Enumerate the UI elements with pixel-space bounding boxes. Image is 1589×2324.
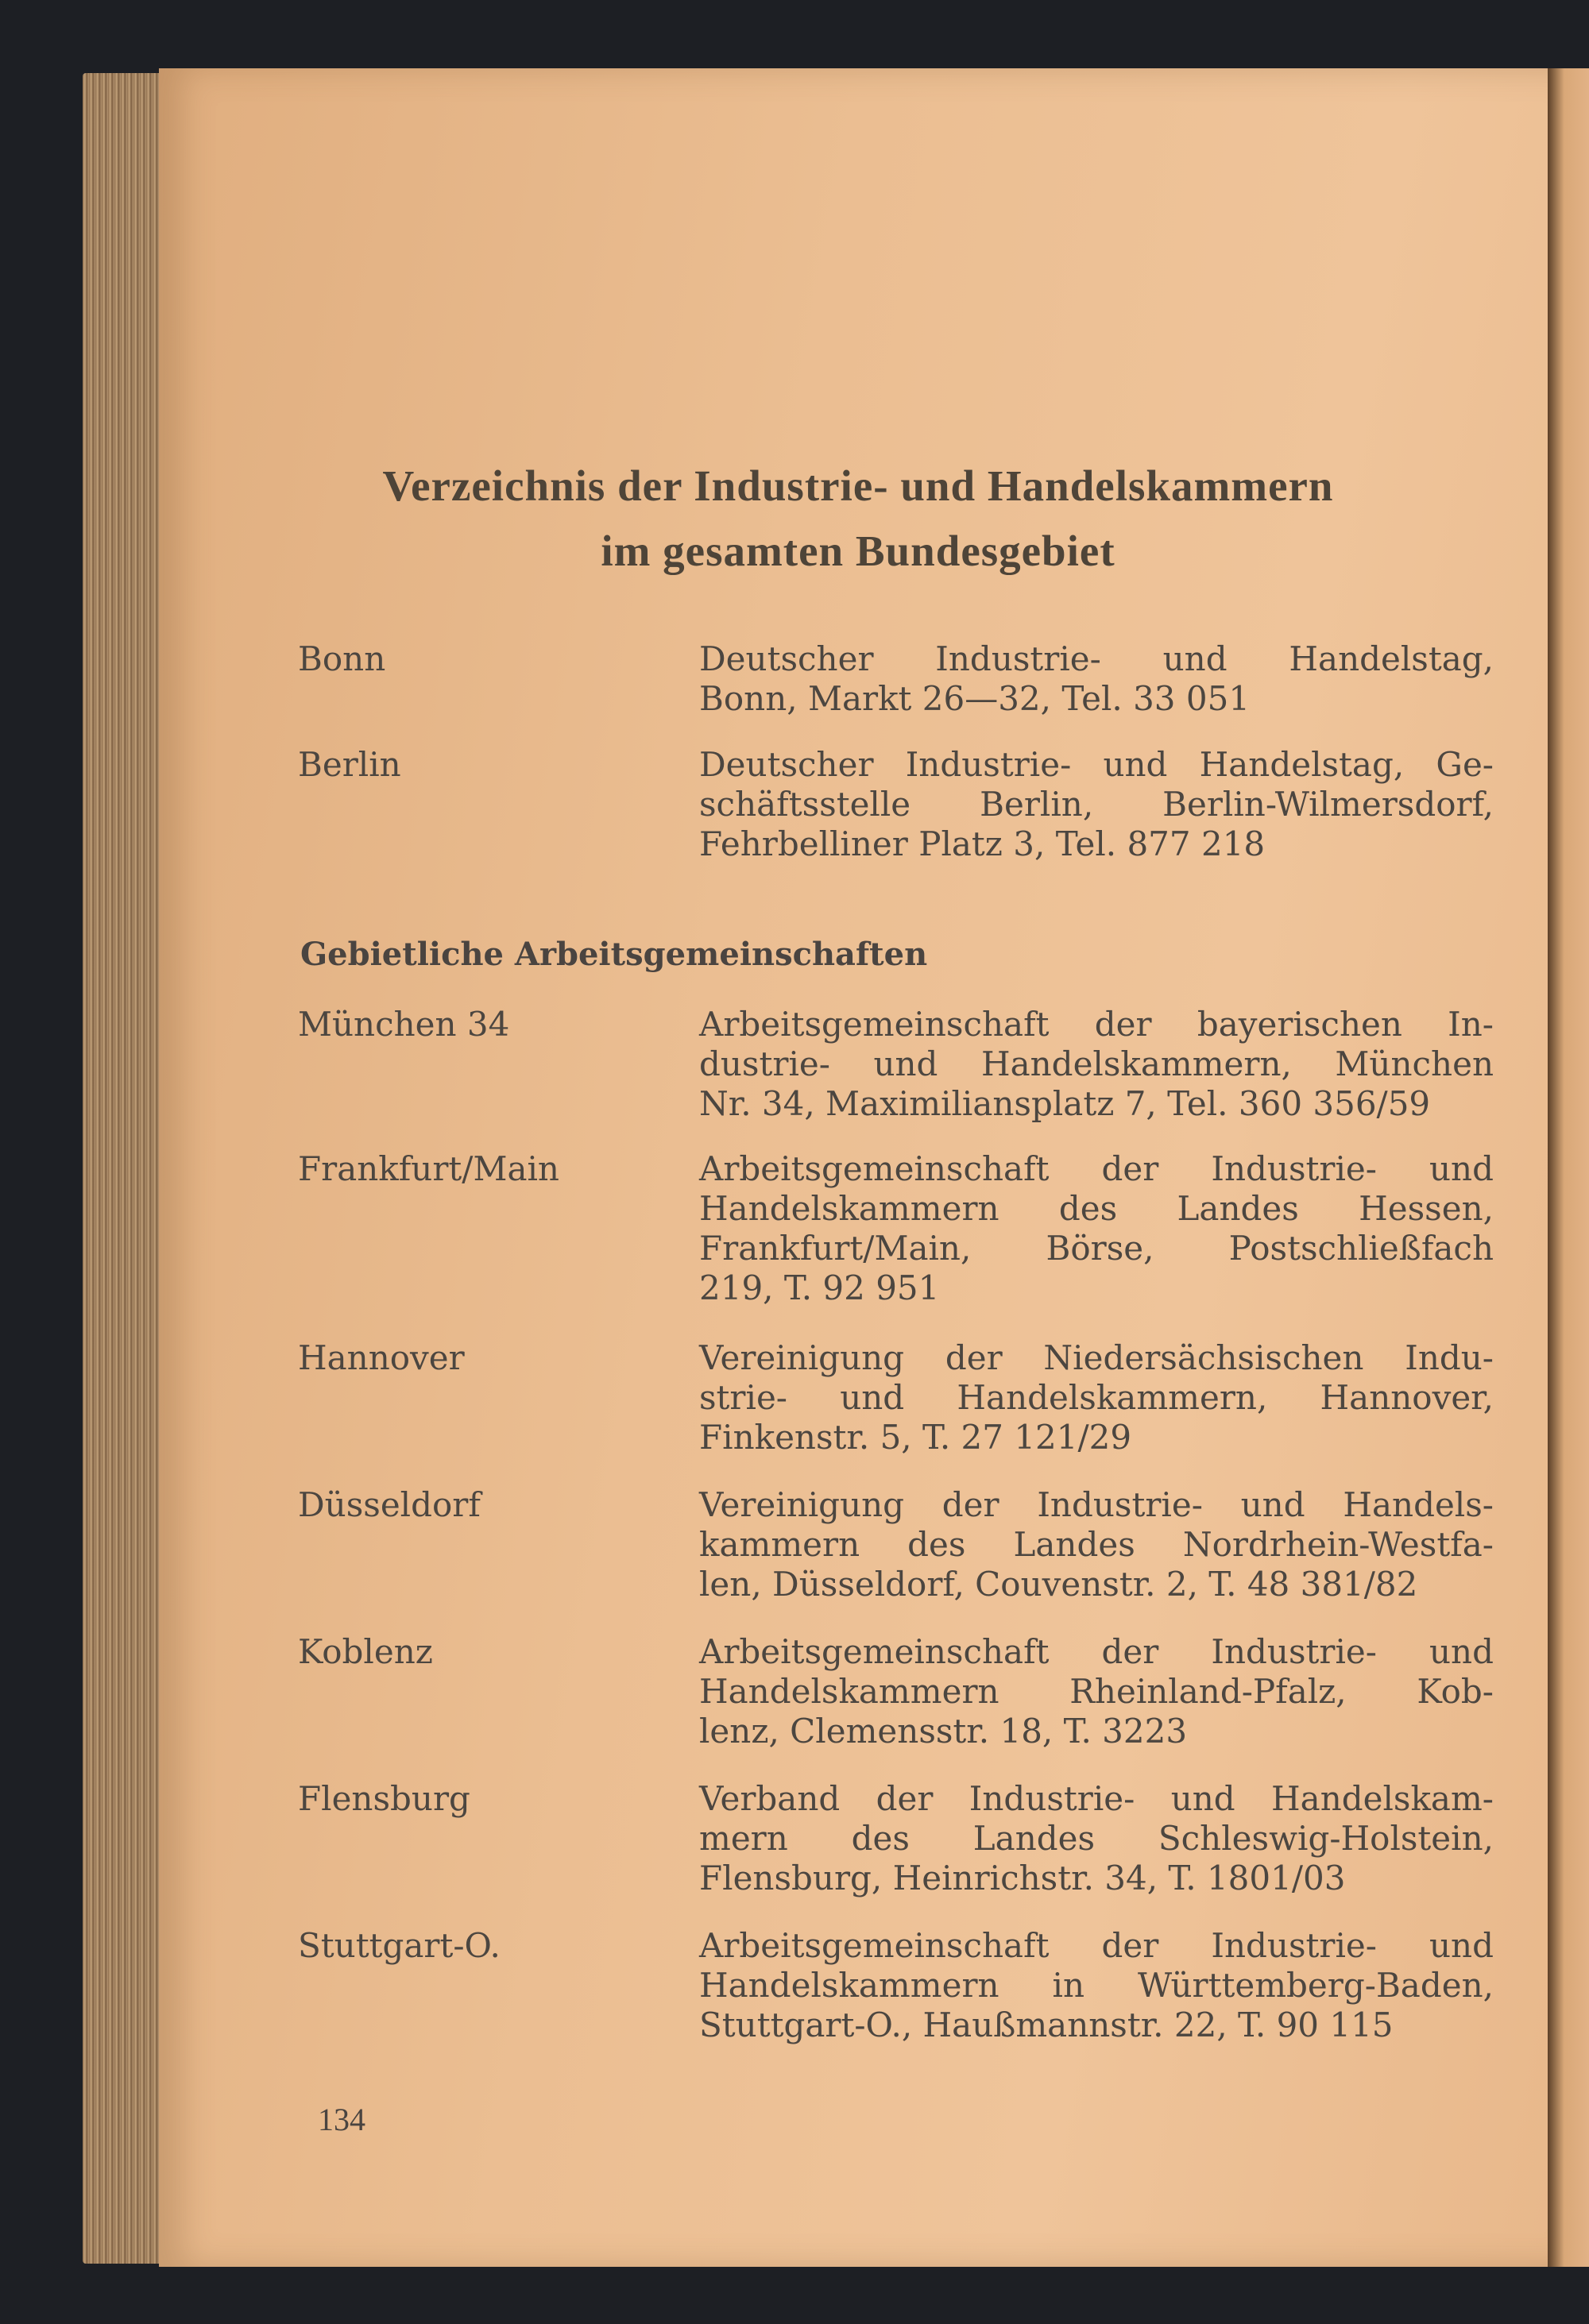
entry-city: Berlin xyxy=(298,745,401,784)
address-line: Deutscher Industrie- und Handelstag, xyxy=(699,639,1494,678)
entry-address xyxy=(699,1005,1494,1124)
address-line: len, Düsseldorf, Couvenstr. 2, T. 48 381/82 xyxy=(699,1565,1418,1604)
address-line: strie- und Handelskammern, Hannover, xyxy=(699,1378,1494,1417)
address-line: Nr. 34, Maximiliansplatz 7, Tel. 360 356/59 xyxy=(699,1084,1431,1123)
address-line: mern des Landes Schleswig-Holstein, xyxy=(699,1819,1494,1858)
entry-koblenz xyxy=(0,1632,1589,1751)
address-line: lenz, Clemensstr. 18, T. 3223 xyxy=(699,1712,1188,1751)
entry-address xyxy=(699,1485,1494,1604)
entry-city: Hannover xyxy=(298,1338,465,1377)
entry-address xyxy=(699,1338,1494,1457)
address-line: Arbeitsgemeinschaft der Industrie- und xyxy=(699,1149,1494,1188)
entry-city: Frankfurt/Main xyxy=(298,1149,559,1188)
address-line: kammern des Landes Nordrhein-Westfa- xyxy=(699,1525,1494,1564)
address-line: Vereinigung der Niedersächsischen Indu- xyxy=(699,1338,1494,1377)
address-line: Arbeitsgemeinschaft der bayerischen In- xyxy=(699,1005,1494,1044)
entry-city: Koblenz xyxy=(298,1632,433,1671)
entry-frankfurt xyxy=(0,1149,1589,1307)
address-line: schäftsstelle Berlin, Berlin-Wilmersdorf, xyxy=(699,785,1494,824)
entry-address xyxy=(699,745,1494,864)
address-line: Arbeitsgemeinschaft der Industrie- und xyxy=(699,1632,1494,1671)
address-line: Finkenstr. 5, T. 27 121/29 xyxy=(699,1418,1132,1457)
entry-address xyxy=(699,1149,1494,1308)
address-line: Arbeitsgemeinschaft der Industrie- und xyxy=(699,1926,1494,1965)
address-line: Handelskammern Rheinland-Pfalz, Kob- xyxy=(699,1672,1494,1711)
address-line: 219, T. 92 951 xyxy=(699,1268,940,1307)
address-line: Verband der Industrie- und Handelskam- xyxy=(699,1779,1494,1818)
page-title-line-2: im gesamten Bundesgebiet xyxy=(601,527,1115,575)
entry-city: Düsseldorf xyxy=(298,1485,481,1524)
entry-berlin xyxy=(0,745,1589,863)
entry-city: Bonn xyxy=(298,639,386,678)
entry-city: Stuttgart-O. xyxy=(298,1926,501,1965)
entry-muenchen xyxy=(0,1005,1589,1123)
address-line: Stuttgart-O., Haußmannstr. 22, T. 90 115 xyxy=(699,2006,1394,2044)
entry-stuttgart xyxy=(0,1926,1589,2044)
entry-duesseldorf xyxy=(0,1485,1589,1604)
entry-hannover xyxy=(0,1338,1589,1457)
address-line: Handelskammern des Landes Hessen, xyxy=(699,1189,1494,1228)
entry-city: München 34 xyxy=(298,1005,510,1044)
entry-bonn xyxy=(0,639,1589,718)
page-number: 134 xyxy=(318,2102,365,2137)
address-line: Frankfurt/Main, Börse, Postschließfach xyxy=(699,1229,1494,1268)
entry-address xyxy=(699,1779,1494,1898)
entry-city: Flensburg xyxy=(298,1779,470,1818)
entry-address xyxy=(699,1632,1494,1751)
address-line: Deutscher Industrie- und Handelstag, Ge- xyxy=(699,745,1494,784)
entry-address xyxy=(699,1926,1494,2045)
address-line: Vereinigung der Industrie- und Handels- xyxy=(699,1485,1494,1524)
facing-page-edge xyxy=(1548,68,1589,2267)
section-heading: Gebietliche Arbeitsgemeinschaften xyxy=(300,936,928,973)
address-line: Fehrbelliner Platz 3, Tel. 877 218 xyxy=(699,824,1266,863)
address-line: dustrie- und Handelskammern, München xyxy=(699,1044,1494,1083)
entry-flensburg xyxy=(0,1779,1589,1897)
address-line: Bonn, Markt 26—32, Tel. 33 051 xyxy=(699,679,1251,718)
page-title-line-1: Verzeichnis der Industrie- und Handelskammern xyxy=(382,461,1334,510)
address-line: Flensburg, Heinrichstr. 34, T. 1801/03 xyxy=(699,1859,1346,1897)
address-line: Handelskammern in Württemberg-Baden, xyxy=(699,1966,1494,2005)
entry-address xyxy=(699,639,1494,719)
